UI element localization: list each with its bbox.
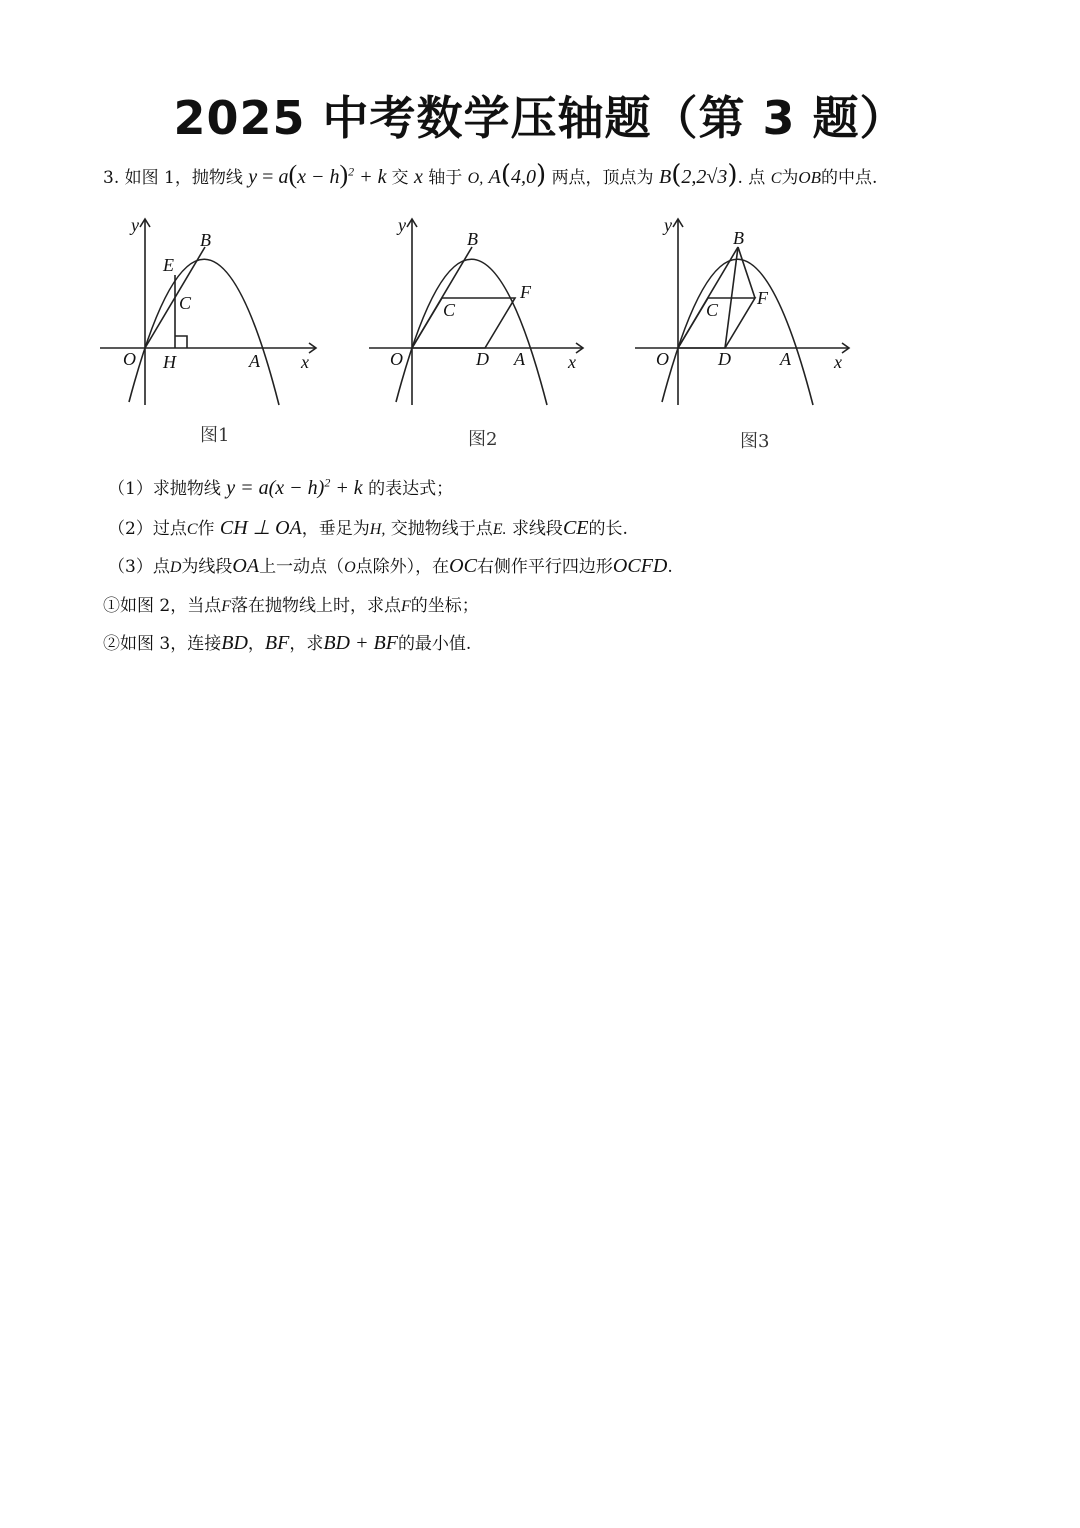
figure-2 xyxy=(364,205,594,455)
problem-statement: 3. 如图 1，抛物线 $y = a(x - h)^2 + k$ 交 x 轴于 O, A(4,0) 两点，顶点为 B(2,2√3). 点 C为OB的中点. xyxy=(103,160,878,190)
label-o: O xyxy=(390,349,403,369)
page-title: 2025 中考数学压轴题（第 3 题） xyxy=(173,91,907,145)
label-a: A xyxy=(249,351,260,371)
parabola-formula: $y = a(x - h)^2 + k$ xyxy=(248,160,387,189)
caption-figure-1: 图1 xyxy=(200,425,230,446)
label-b: B xyxy=(467,229,478,249)
label-a: A xyxy=(780,349,791,369)
figure-1 xyxy=(95,205,325,455)
figure-3 xyxy=(630,205,860,455)
label-a: A xyxy=(514,349,525,369)
label-c: C xyxy=(706,300,719,320)
caption-figure-3: 图3 xyxy=(740,431,770,452)
problem-number: 3. xyxy=(103,168,120,188)
label-e: E xyxy=(163,255,174,275)
segment-bf xyxy=(738,247,755,298)
label-x: x xyxy=(301,352,309,372)
label-y: y xyxy=(664,215,672,235)
point-a-coords: 4,0 xyxy=(511,166,536,188)
label-d: D xyxy=(718,349,731,369)
label-y: y xyxy=(398,215,406,235)
question-3-part-1: ①如图 2，当点F落在抛物线上时，求点F的坐标； xyxy=(103,596,479,616)
label-y: y xyxy=(131,215,139,235)
label-b: B xyxy=(733,228,744,248)
label-f: F xyxy=(520,282,531,302)
label-f: F xyxy=(757,288,768,308)
question-2: （2）过点C作 CH ⊥ OA，垂足为H, 交抛物线于点E. 求线段CE的长. xyxy=(108,517,628,539)
point-b-coords: 2,2√3 xyxy=(681,166,728,188)
label-h: H xyxy=(163,352,176,372)
question-3: （3）点D为线段OA上一动点（O点除外），在OC右侧作平行四边形OCFD. xyxy=(108,555,673,577)
label-x: x xyxy=(834,352,842,372)
right-angle-mark xyxy=(175,336,187,348)
label-d: D xyxy=(476,349,489,369)
caption-figure-2: 图2 xyxy=(468,429,498,450)
label-b: B xyxy=(200,230,211,250)
question-1: （1）求抛物线 $y = a(x - h)^2 + k$ 的表达式； xyxy=(108,475,454,499)
label-o: O xyxy=(123,349,136,369)
question-3-part-2: ②如图 3，连接BD，BF，求BD + BF的最小值. xyxy=(103,632,472,654)
label-c: C xyxy=(443,300,456,320)
parabola xyxy=(662,259,813,405)
parallelogram-ocfd xyxy=(412,298,515,348)
parabola xyxy=(129,259,279,405)
label-c: C xyxy=(179,293,192,313)
label-o: O xyxy=(656,349,669,369)
label-x: x xyxy=(568,352,576,372)
